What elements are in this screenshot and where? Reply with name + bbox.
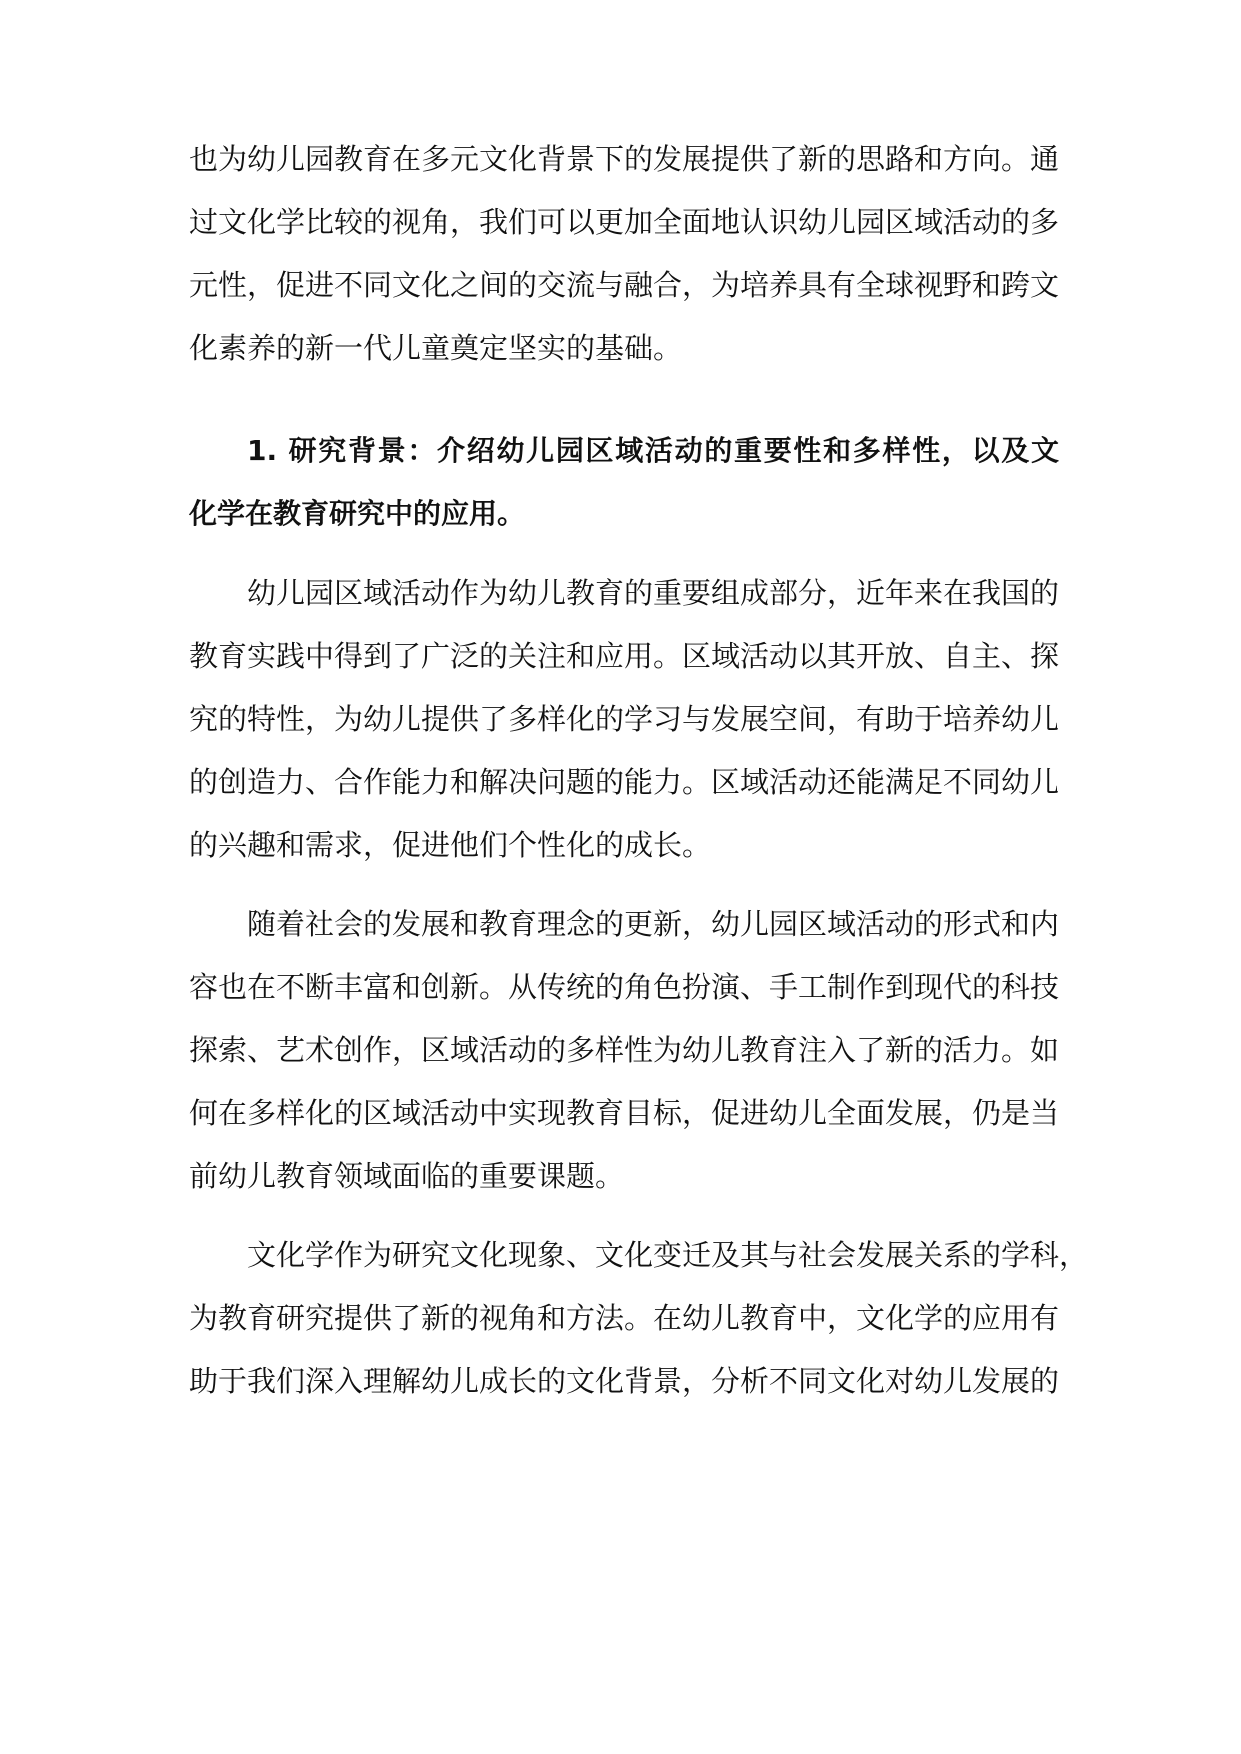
paragraph-2-line-1: 随着社会的发展和教育理念的更新，幼儿园区域活动的形式和内 xyxy=(247,907,1060,941)
paragraph-1-line-1: 幼儿园区域活动作为幼儿教育的重要组成部分，近年来在我国的 xyxy=(247,576,1060,610)
section-heading-line-1: 1. 研究背景：介绍幼儿园区域活动的重要性和多样性，以及文 xyxy=(247,434,1059,467)
paragraph-2-line-5: 前幼儿教育领域面临的重要课题。 xyxy=(189,1159,625,1193)
paragraph-3-line-3: 助于我们深入理解幼儿成长的文化背景，分析不同文化对幼儿发展的 xyxy=(189,1364,1060,1398)
paragraph-3-line-2: 为教育研究提供了新的视角和方法。在幼儿教育中，文化学的应用有 xyxy=(189,1301,1060,1335)
section-heading-line-2: 化学在教育研究中的应用。 xyxy=(189,497,526,530)
intro-line-1: 也为幼儿园教育在多元文化背景下的发展提供了新的思路和方向。通 xyxy=(189,142,1060,176)
paragraph-2-line-4: 何在多样化的区域活动中实现教育目标，促进幼儿全面发展，仍是当 xyxy=(189,1096,1060,1130)
paragraph-2-line-2: 容也在不断丰富和创新。从传统的角色扮演、手工制作到现代的科技 xyxy=(189,970,1060,1004)
paragraph-3-line-1: 文化学作为研究文化现象、文化变迁及其与社会发展关系的学科， xyxy=(247,1238,1089,1272)
paragraph-1-line-5: 的兴趣和需求，促进他们个性化的成长。 xyxy=(189,828,712,862)
paragraph-1-line-3: 究的特性，为幼儿提供了多样化的学习与发展空间，有助于培养幼儿 xyxy=(189,702,1060,736)
paragraph-2-line-3: 探索、艺术创作，区域活动的多样性为幼儿教育注入了新的活力。如 xyxy=(189,1033,1060,1067)
intro-line-2: 过文化学比较的视角，我们可以更加全面地认识幼儿园区域活动的多 xyxy=(189,205,1060,239)
intro-line-3: 元性，促进不同文化之间的交流与融合，为培养具有全球视野和跨文 xyxy=(189,268,1060,302)
paragraph-1-line-4: 的创造力、合作能力和解决问题的能力。区域活动还能满足不同幼儿 xyxy=(189,765,1060,799)
paragraph-1-line-2: 教育实践中得到了广泛的关注和应用。区域活动以其开放、自主、探 xyxy=(189,639,1060,673)
intro-line-4: 化素养的新一代儿童奠定坚实的基础。 xyxy=(189,331,683,365)
